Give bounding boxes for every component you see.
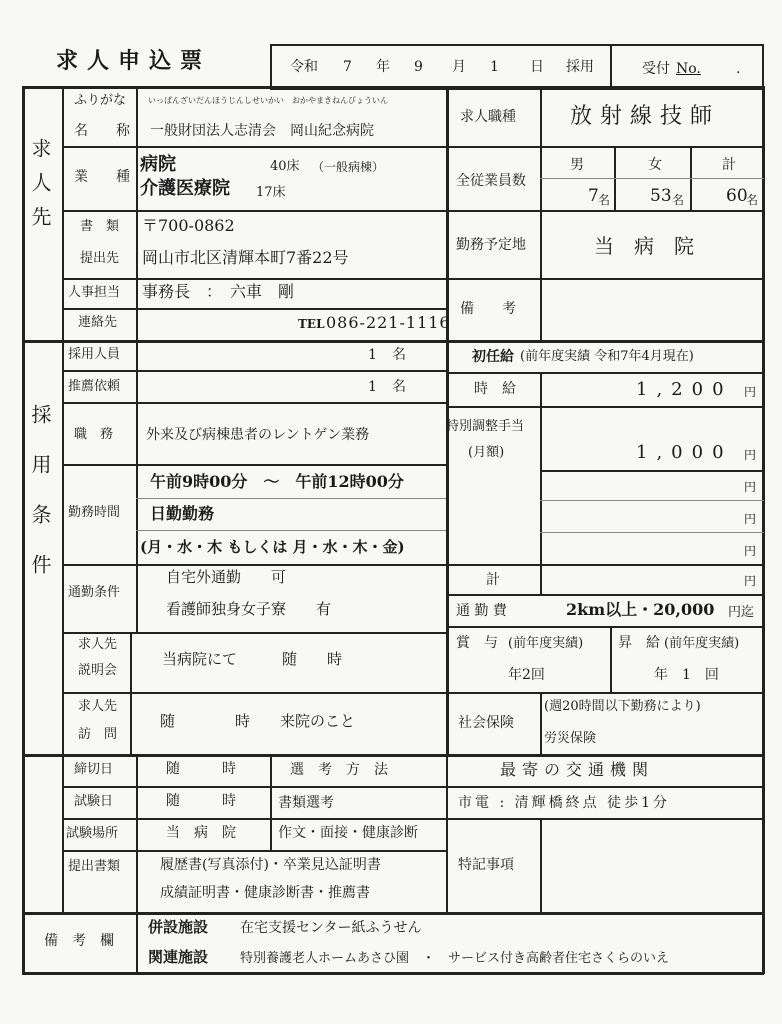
year-value: 7 — [343, 59, 352, 75]
raise-value: 年 1 回 — [654, 667, 719, 683]
staff-label: 全従業員数 — [456, 173, 526, 189]
male-label: 男 — [570, 157, 584, 173]
selection-method-line2: 作文・面接・健康診断 — [278, 825, 418, 841]
day-value: 1 — [490, 59, 499, 75]
remarks-label: 備 考 欄 — [44, 933, 114, 949]
submit-docs-line2: 成績証明書・健康診断書・推薦書 — [160, 885, 370, 901]
briefing-label-2: 説明会 — [78, 663, 118, 678]
industry-label: 業 種 — [74, 169, 130, 185]
facility-label: 併設施設 — [148, 918, 209, 936]
address: 岡山市北区清輝本町7番22号 — [142, 248, 349, 267]
male-count: 7 — [588, 186, 599, 206]
female-unit: 名 — [672, 193, 685, 207]
job-type-label: 求人職種 — [460, 109, 516, 125]
visit-label-2: 訪 問 — [78, 727, 118, 742]
name-value: 一般財団法人志清会 岡山紀念病院 — [150, 123, 374, 139]
male-unit: 名 — [598, 193, 611, 207]
selection-method-line1: 書類選考 — [278, 795, 334, 811]
furigana-value: いっぱんざいだんほうじんしせいかい おかやまきねんびょういん — [148, 96, 388, 105]
female-count: 53 — [650, 186, 672, 206]
exam-date-label: 試験日 — [74, 794, 114, 809]
recommend-label: 推薦依頼 — [68, 379, 121, 394]
month-value: 9 — [414, 59, 423, 75]
docs-label-2: 提出先 — [80, 251, 120, 266]
special-notes-label: 特記事項 — [458, 857, 514, 873]
month-unit: 月 — [452, 59, 466, 75]
postal-code: 〒700-0862 — [142, 216, 235, 235]
special-allowance-yen: 円 — [744, 448, 757, 462]
year-unit: 年 — [376, 59, 390, 75]
transport-label: 最寄の交通機関 — [500, 760, 655, 779]
duty-label: 職 務 — [74, 427, 114, 442]
industry-line2-beds: 17床 — [256, 185, 286, 200]
conditions-section-label: 採用条件 — [28, 404, 52, 604]
special-allowance-monthly: (月額) — [468, 445, 505, 460]
hire-label: 採用 — [566, 59, 594, 75]
visit-value: 随 時 来院のこと — [160, 712, 356, 730]
tel-value: 086-221-1116 — [326, 313, 451, 332]
reception-dot: . — [736, 61, 741, 77]
special-allowance-label: 特別調整手当 — [446, 419, 525, 434]
raise-note: (前年度実績) — [664, 636, 740, 651]
notes-label: 備 考 — [460, 301, 516, 317]
deadline-value: 随 時 — [166, 761, 236, 777]
location-value: 当 病 院 — [594, 234, 694, 258]
hours-line1: 午前9時00分 ～ 午前12時00分 — [150, 472, 404, 491]
submit-docs-label: 提出書類 — [68, 859, 121, 874]
related-label: 関連施設 — [148, 948, 209, 966]
raise-label: 昇 給 — [618, 635, 660, 651]
hourly-value: 1,200 — [636, 379, 733, 400]
hours-line2: 日勤勤務 — [150, 504, 215, 523]
insurance-label: 社会保険 — [458, 715, 514, 731]
salary-total-label: 計 — [486, 572, 500, 588]
duty-value: 外来及び病棟患者のレントゲン業務 — [146, 427, 370, 443]
blank-row-2-yen: 円 — [744, 512, 757, 526]
commute-fee-label: 通 勤 費 — [456, 603, 507, 619]
employer-section-label: 求人先 — [28, 138, 52, 240]
starting-salary-note: (前年度実績 令和7年4月現在) — [520, 349, 694, 364]
blank-row-3-yen: 円 — [744, 544, 757, 558]
female-label: 女 — [648, 157, 662, 173]
hours-line3: (月・水・木 もしくは 月・水・木・金) — [140, 538, 405, 556]
commute-fee-unit: 円迄 — [728, 605, 755, 620]
submit-docs-line1: 履歴書(写真添付)・卒業見込証明書 — [160, 857, 381, 873]
insurance-line1: (週20時間以下勤務により) — [544, 699, 701, 714]
total-count: 60 — [726, 186, 748, 206]
industry-line1: 病院 — [140, 154, 176, 175]
hires-label: 採用人員 — [68, 347, 121, 362]
reception-label: 受付 — [642, 61, 670, 77]
total-unit: 名 — [746, 193, 759, 207]
blank-row-1-yen: 円 — [744, 480, 757, 494]
recommend-unit: 名 — [392, 379, 406, 395]
bonus-note: (前年度実績) — [508, 636, 584, 651]
deadline-label: 締切日 — [74, 762, 114, 777]
location-label: 勤務予定地 — [456, 237, 526, 253]
exam-place-label: 試験場所 — [66, 826, 119, 841]
starting-salary-label: 初任給 — [472, 349, 514, 365]
form-title: 求人申込票 — [56, 48, 212, 74]
exam-date-value: 随 時 — [166, 793, 236, 809]
industry-line1-beds: 40床 — [270, 159, 300, 174]
insurance-line2: 労災保険 — [544, 731, 597, 746]
bonus-value: 年2回 — [508, 667, 545, 683]
hires-value: 1 — [368, 347, 377, 363]
selection-method-label: 選 考 方 法 — [290, 762, 388, 778]
hours-label: 勤務時間 — [68, 505, 121, 520]
transport-value: 市電 : 清輝橋終点 徒歩1分 — [458, 795, 670, 811]
contact-label: 連絡先 — [78, 315, 118, 330]
commute-line2: 看護師独身女子寮 有 — [166, 600, 332, 618]
industry-line2: 介護医療院 — [140, 178, 230, 199]
hourly-yen: 円 — [744, 385, 757, 399]
related-value: 特別養護老人ホームあさひ園 ・ サービス付き高齢者住宅さくらのいえ — [240, 951, 670, 966]
exam-place-value: 当 病 院 — [166, 825, 236, 841]
total-label: 計 — [722, 157, 736, 173]
special-allowance-value: 1,000 — [636, 442, 733, 463]
briefing-value: 当病院にて 随 時 — [162, 650, 343, 668]
facility-value: 在宅支援センター紙ふうせん — [240, 920, 422, 936]
hourly-label: 時 給 — [474, 381, 516, 397]
tel-label: TEL — [298, 317, 325, 331]
reception-no: No. — [676, 61, 701, 77]
salary-total-yen: 円 — [744, 574, 757, 588]
hires-unit: 名 — [392, 347, 406, 363]
bonus-label: 賞 与 — [456, 635, 498, 651]
commute-label: 通勤条件 — [68, 585, 121, 600]
day-unit: 日 — [530, 59, 544, 75]
docs-label-1: 書 類 — [80, 219, 120, 234]
commute-line1: 自宅外通勤 可 — [166, 568, 287, 586]
era: 令和 — [290, 59, 318, 75]
job-type-value: 放射線技師 — [570, 104, 721, 129]
furigana-label: ふりがな — [74, 93, 127, 108]
hr-value: 事務長 ： 六車 剛 — [142, 282, 295, 301]
name-label: 名 称 — [74, 123, 130, 139]
visit-label-1: 求人先 — [78, 699, 118, 714]
briefing-label-1: 求人先 — [78, 637, 118, 652]
industry-line1-note: （一般病棟） — [312, 160, 385, 174]
hr-label: 人事担当 — [68, 285, 121, 300]
recommend-value: 1 — [368, 379, 377, 395]
commute-fee-value: 2km以上・20,000 — [566, 600, 715, 619]
